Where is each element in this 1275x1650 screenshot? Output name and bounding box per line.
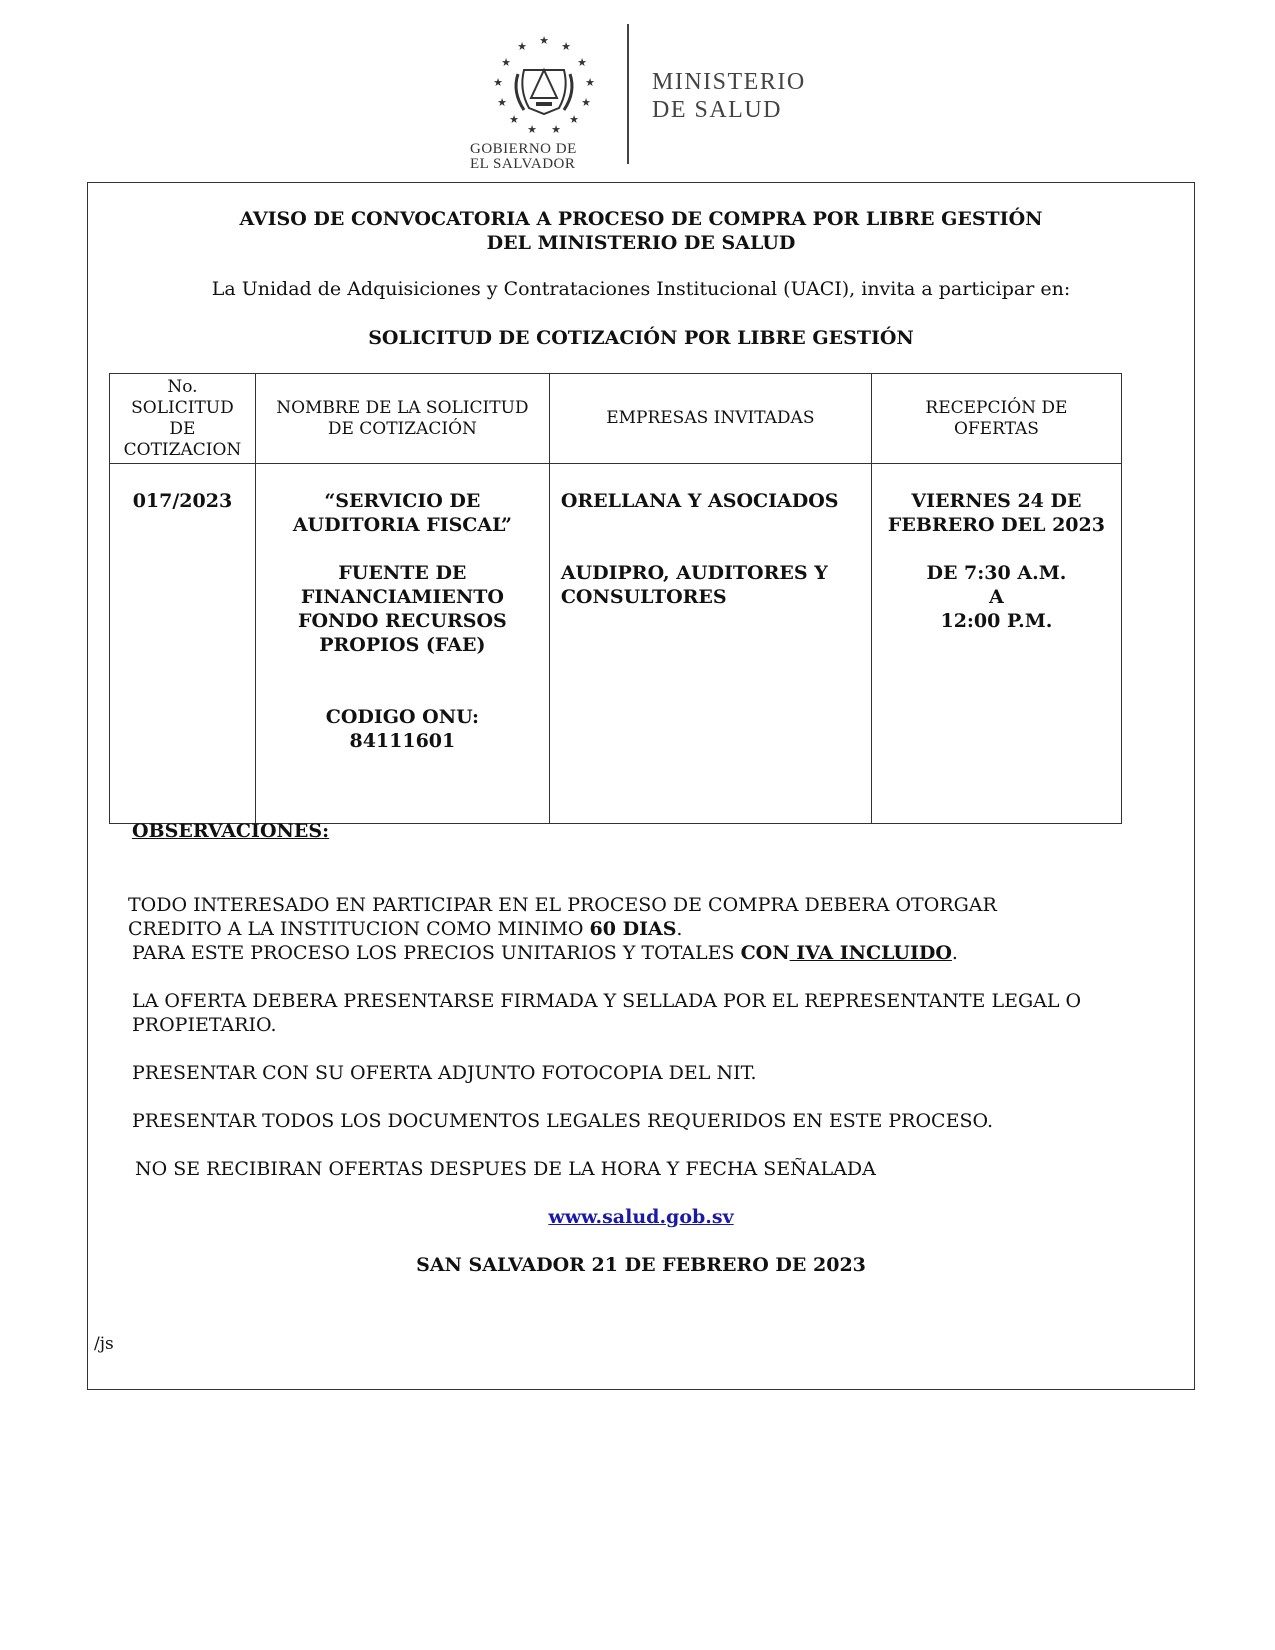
notice-subtitle: SOLICITUD DE COTIZACIÓN POR LIBRE GESTIÓN (368, 327, 914, 349)
header-text: SOLICITUD (131, 397, 234, 418)
notice-title-line-1: AVISO DE CONVOCATORIA A PROCESO DE COMPRA POR LIBRE GESTIÓN (239, 208, 1043, 230)
header-text: COTIZACION (123, 439, 242, 460)
coat-of-arms-icon (484, 30, 604, 140)
header-invited-companies: EMPRESAS INVITADAS (549, 374, 871, 464)
quotation-table (109, 373, 1122, 824)
observation-text (128, 917, 1128, 941)
svg-text:★: ★ (517, 40, 527, 53)
observation-nit: PRESENTAR CON SU OFERTA ADJUNTO FOTOCOPIA DEL NIT. (132, 1062, 757, 1084)
government-label (470, 142, 620, 172)
onu-code-value: 84111601 (349, 730, 456, 752)
observation-text: . (951, 942, 958, 964)
company-name: ORELLANA Y ASOCIADOS (560, 490, 839, 512)
header-text: RECEPCIÓN DE (925, 397, 1068, 418)
funding-line: PROPIOS (FAE) (319, 634, 486, 656)
svg-text:★: ★ (551, 123, 561, 136)
svg-text:★: ★ (561, 40, 571, 53)
observation-text: TODO INTERESADO EN PARTICIPAR EN EL PROCESO DE COMPRA DEBERA OTORGAR (128, 894, 997, 916)
cell-invited-companies (549, 464, 871, 824)
request-number: 017/2023 (132, 490, 233, 512)
notice-intro: La Unidad de Adquisiciones y Contrataciones Institucional (UACI), invita a participar en: (211, 278, 1071, 300)
ministry-line-2: DE SALUD (652, 97, 782, 123)
svg-text:★: ★ (539, 34, 549, 47)
header-text: No. (167, 376, 198, 397)
company-name: AUDIPRO, AUDITORES Y (560, 562, 828, 584)
notice-frame (87, 182, 1195, 1390)
svg-text:★: ★ (585, 76, 595, 89)
funding-line: FINANCIAMIENTO (300, 586, 504, 608)
header-request-number (110, 374, 256, 464)
observation-text: LA OFERTA DEBERA PRESENTARSE FIRMADA Y SELLADA POR EL REPRESENTANTE LEGAL O (132, 990, 1082, 1012)
header-text: NOMBRE DE LA SOLICITUD (276, 397, 529, 418)
cell-request-number (110, 464, 256, 824)
observation-text: PROPIETARIO. (132, 1014, 277, 1036)
reception-time: A (989, 586, 1004, 608)
service-name-line: “SERVICIO DE (324, 490, 481, 512)
notice-title-line-2: DEL MINISTERIO DE SALUD (486, 232, 796, 254)
observation-text: CREDITO A LA INSTITUCION COMO MINIMO (128, 918, 590, 940)
header-divider (627, 24, 629, 164)
observation-signature (132, 989, 1132, 1037)
svg-text:★: ★ (509, 113, 519, 126)
header-text: OFERTAS (953, 418, 1039, 439)
header-offer-reception (871, 374, 1121, 464)
reception-time: DE 7:30 A.M. (926, 562, 1067, 584)
government-line-1: GOBIERNO DE (470, 141, 577, 157)
observation-text: . (676, 918, 683, 940)
reception-time: 12:00 P.M. (940, 610, 1053, 632)
website-link[interactable]: www.salud.gob.sv (548, 1206, 734, 1228)
svg-text:★: ★ (527, 123, 537, 136)
iva-label: CON (740, 942, 790, 964)
government-line-2: EL SALVADOR (470, 156, 576, 172)
table-row (110, 464, 1122, 824)
website-line (88, 1205, 1194, 1229)
cell-offer-reception (871, 464, 1121, 824)
observation-credit (128, 893, 1128, 941)
observation-deadline: NO SE RECIBIRAN OFERTAS DESPUES DE LA HORA Y FECHA SEÑALADA (135, 1158, 876, 1180)
ministry-line-1: MINISTERIO (652, 69, 806, 95)
place-date: SAN SALVADOR 21 DE FEBRERO DE 2023 (416, 1254, 866, 1276)
funding-line: FONDO RECURSOS (297, 610, 507, 632)
svg-text:★: ★ (497, 96, 507, 109)
observations-title: OBSERVACIONES: (132, 820, 330, 842)
page-header (0, 20, 1275, 170)
reception-date: FEBRERO DEL 2023 (887, 514, 1105, 536)
observation-text: PARA ESTE PROCESO LOS PRECIOS UNITARIOS Y TOTALES (132, 942, 741, 964)
header-text: DE (169, 418, 196, 439)
ministry-label (652, 68, 806, 124)
credit-days: 60 DIAS (589, 918, 677, 940)
svg-text:★: ★ (581, 96, 591, 109)
header-text: DE COTIZACIÓN (327, 418, 477, 439)
header-request-name (255, 374, 549, 464)
svg-text:★: ★ (577, 56, 587, 69)
service-name-line: AUDITORIA FISCAL” (292, 514, 512, 536)
author-initials: /js (94, 1334, 114, 1354)
svg-text:★: ★ (493, 76, 503, 89)
observation-prices (132, 941, 1132, 965)
iva-included-label: IVA INCLUIDO (789, 942, 952, 964)
cell-request-name (255, 464, 549, 824)
onu-code-label: CODIGO ONU: (325, 706, 479, 728)
svg-text:★: ★ (569, 113, 579, 126)
company-name: CONSULTORES (560, 586, 727, 608)
svg-text:★: ★ (501, 56, 511, 69)
observation-documents: PRESENTAR TODOS LOS DOCUMENTOS LEGALES REQUERIDOS EN ESTE PROCESO. (132, 1110, 993, 1132)
table-header-row (110, 374, 1122, 464)
reception-date: VIERNES 24 DE (911, 490, 1082, 512)
funding-line: FUENTE DE (338, 562, 467, 584)
notice-title (88, 207, 1194, 255)
